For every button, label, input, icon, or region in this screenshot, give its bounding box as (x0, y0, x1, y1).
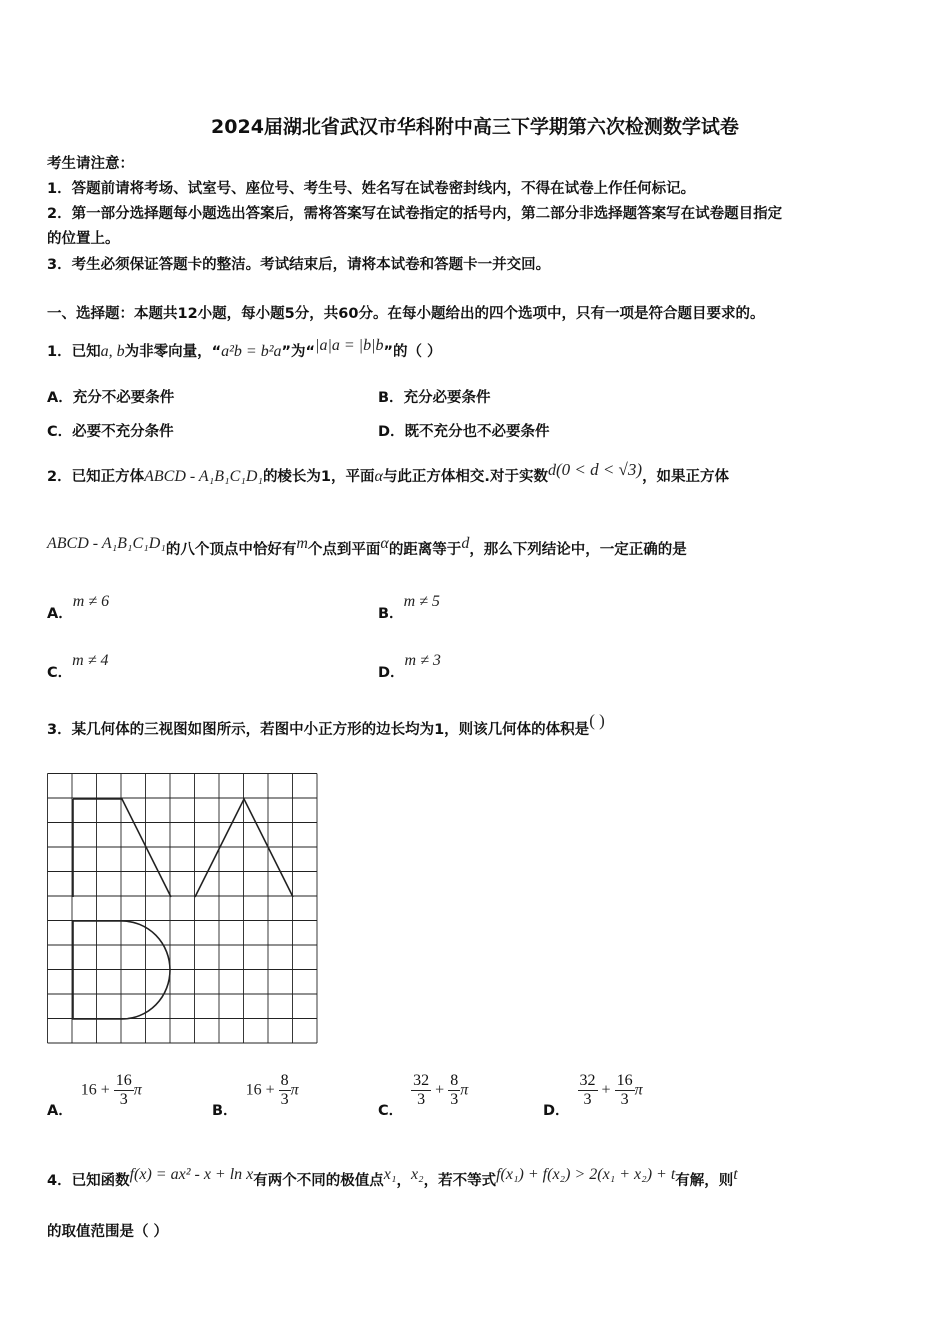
notice-item: 1．答题前请将考场、试室号、座位号、考生号、姓名写在试卷密封线内，不得在试卷上作任何标记。 (47, 181, 696, 197)
q2-option-b[interactable]: B．m ≠ 5 (378, 593, 440, 622)
q3-option-d[interactable]: D． $\frac{32}{3}$ + $\frac{16}{3}$ π (543, 1072, 643, 1119)
question-2 (47, 460, 730, 486)
q3-paren: ( ) (589, 711, 605, 730)
question-4-line2: 的取值范围是（ ） (47, 1224, 169, 1240)
q1-prefix: 1．已知 (47, 344, 101, 360)
notice-item: 2．第一部分选择题每小题选出答案后，需将答案写在试卷指定的括号内，第二部分非选择题答案写在试卷题目指定 (47, 206, 783, 222)
question-2-line2: ABCD - A₁B₁C₁D₁的八个顶点中恰好有m个点到平面α的距离等于d，那么下列结论中，一定正确的是 (47, 535, 687, 558)
question-4: 4．已知函数f(x) = ax² - x + ln x有两个不同的极值点x₁，x₂，若不等式f(x₁) + f(x₂) > 2(x₁ + x₂) + t有解，则t (47, 1166, 738, 1189)
q1-vars: a, b (100, 343, 125, 360)
q2-prefix: 2．已知正方体 (47, 469, 145, 485)
q2-cube: ABCD - A₁B₁C₁D₁ (144, 468, 263, 485)
q1-mid2: ”为“ (281, 344, 316, 360)
figure-shapes (73, 799, 293, 1019)
q4-x1: x₁ (383, 1166, 397, 1183)
q1-cond2: |a|a = |b|b (315, 337, 384, 354)
q3-option-c[interactable]: C． $\frac{32}{3}$ + $\frac{8}{3}$ π (378, 1072, 469, 1119)
question-1 (47, 337, 442, 361)
q1-suffix: ”的（ ） (383, 344, 442, 360)
q2-m: m (296, 535, 308, 552)
page-title: 2024届湖北省武汉市华科附中高三下学期第六次检测数学试卷 (211, 116, 739, 138)
q4-func: f(x) = ax² - x + ln x (129, 1166, 254, 1183)
q3-option-b[interactable]: B．16 + $\frac{8}{3}$ π (212, 1072, 299, 1119)
q2-mid1: 的棱长为1，平面 (262, 469, 375, 485)
q2-suffix: ，如果正方体 (642, 469, 730, 485)
q1-cond1: a²b = b²a (221, 343, 282, 360)
q2-line2-cube: ABCD - A₁B₁C₁D₁ (47, 535, 166, 552)
q2-mid2: 与此正方体相交.对于实数 (382, 469, 548, 485)
q3-option-a[interactable]: A．16 + $\frac{16}{3}$ π (47, 1072, 142, 1119)
q2-alpha: α (374, 468, 383, 485)
q2-d-2: d (461, 535, 470, 552)
q4-x2: x₂ (410, 1166, 424, 1183)
q2-option-d[interactable]: D．m ≠ 3 (378, 652, 441, 681)
notice-item: 3．考生必须保证答题卡的整洁。考试结束后，请将本试卷和答题卡一并交回。 (47, 257, 551, 273)
q2-option-a[interactable]: A．m ≠ 6 (47, 593, 110, 622)
q2-d: d (547, 462, 556, 479)
q1-option-b[interactable]: B．充分必要条件 (378, 390, 491, 406)
grid (48, 774, 318, 1044)
top-view (73, 921, 170, 1019)
q1-mid1: 为非零向量，“ (124, 344, 222, 360)
question-3: 3．某几何体的三视图如图所示，若图中小正方形的边长均为1，则该几何体的体积是( ) (47, 711, 605, 738)
side-view (195, 799, 293, 897)
q2-alpha-2: α (380, 535, 389, 552)
section-heading: 一、选择题：本题共12小题，每小题5分，共60分。在每小题给出的四个选项中，只有一项是符合题目要求的。 (47, 306, 765, 322)
q1-option-a[interactable]: A．充分不必要条件 (47, 390, 175, 406)
notice-heading: 考生请注意： (47, 156, 134, 172)
q2-range: (0 < d < √3) (555, 460, 643, 479)
q1-option-d[interactable]: D．既不充分也不必要条件 (378, 424, 550, 440)
q4-ineq: f(x₁) + f(x₂) > 2(x₁ + x₂) + t (496, 1166, 676, 1183)
q2-option-c[interactable]: C．m ≠ 4 (47, 652, 109, 681)
notice-item: 的位置上。 (47, 231, 120, 247)
q4-t: t (733, 1166, 738, 1183)
q1-option-c[interactable]: C．必要不充分条件 (47, 424, 174, 440)
front-view (73, 799, 171, 897)
three-view-figure (47, 773, 320, 1047)
